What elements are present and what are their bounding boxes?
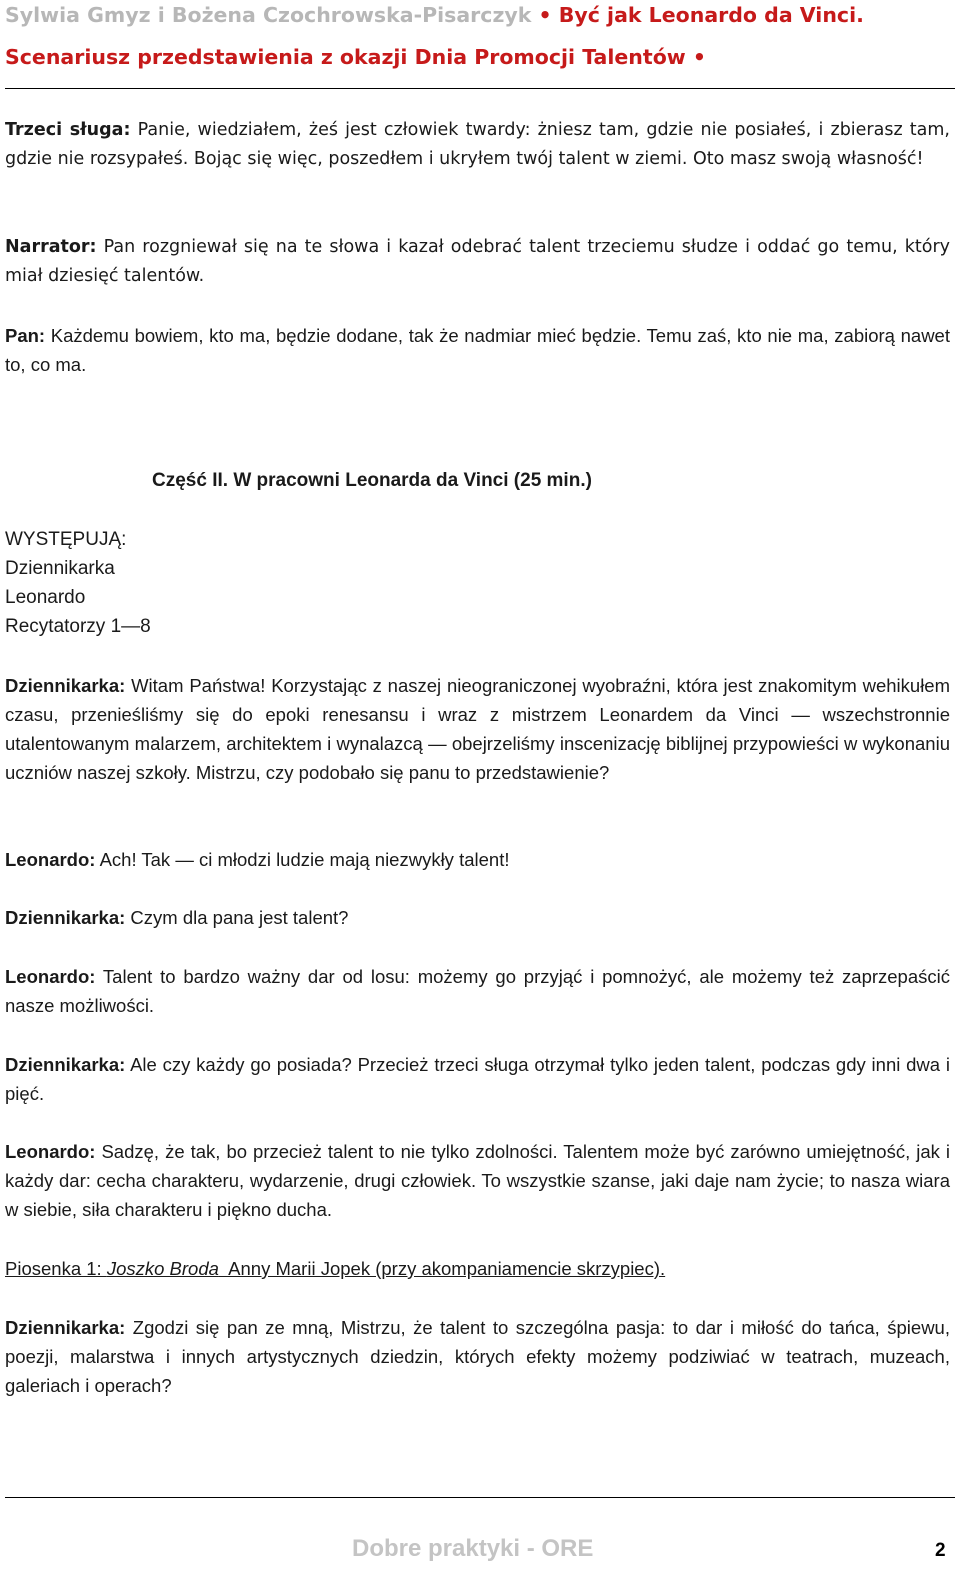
dialogue-text: Pan rozgniewał się na te słowa i kazał odebrać talent trzeciemu słudze i oddać go temu, który miał dziesięć talentów. — [5, 237, 950, 286]
dialogue-text: Ach! Tak — ci młodzi ludzie mają niezwykły talent! — [95, 849, 510, 870]
song-title: Joszko Broda — [106, 1258, 219, 1279]
cast-heading: WYSTĘPUJĄ: — [5, 529, 127, 550]
section-title: Część II. W pracowni Leonarda da Vinci (25 min.) — [152, 470, 592, 491]
speaker-label: Leonardo: — [5, 1141, 96, 1162]
dialogue-text: Czym dla pana jest talent? — [125, 907, 349, 928]
speaker-label: Dziennikarka: — [5, 1317, 126, 1338]
dialogue-line-dziennikarka-1 — [5, 671, 950, 787]
dialogue-text: Zgodzi się pan ze mną, Mistrzu, że talent to szczególna pasja: to dar i miłość do tańca, śpiewu, poezji, malarstwa i innych artystycznych dziedzin, których efekty możemy podziwiać w teatrach, muzeach, galeriach i operach? — [5, 1317, 950, 1396]
speaker-label: Trzeci sługa: — [5, 120, 131, 140]
speaker-label: Dziennikarka: — [5, 675, 126, 696]
dialogue-line-dziennikarka-4 — [5, 1313, 950, 1400]
speaker-label: Leonardo: — [5, 966, 96, 987]
song-suffix: Anny Marii Jopek (przy akompaniamencie skrzypiec). — [218, 1258, 666, 1279]
header-bullet: • — [538, 3, 552, 27]
speaker-label: Dziennikarka: — [5, 907, 126, 928]
header-authors: Sylwia Gmyz i Bożena Czochrowska-Pisarczyk — [5, 3, 532, 27]
speaker-label: Leonardo: — [5, 849, 96, 870]
dialogue-text: Każdemu bowiem, kto ma, będzie dodane, tak że nadmiar mieć będzie. Temu zaś, kto nie ma, zabiorą nawet to, co ma. — [5, 325, 950, 375]
header-line-2 — [5, 42, 706, 72]
page-number: 2 — [935, 1540, 946, 1561]
cast-member: Leonardo — [5, 587, 86, 608]
song-prefix: Piosenka 1: — [5, 1258, 107, 1279]
song-line — [5, 1254, 950, 1283]
dialogue-line-leonardo-1 — [5, 845, 950, 874]
dialogue-text: Talent to bardzo ważny dar od losu: możemy go przyjąć i pomnożyć, ale możemy też zaprzepaścić nasze możliwości. — [5, 966, 950, 1016]
dialogue-line-narrator — [5, 233, 950, 291]
speaker-label: Dziennikarka: — [5, 1054, 126, 1075]
header-line-1 — [5, 0, 864, 30]
footer-text: Dobre praktyki - ORE — [352, 1535, 594, 1562]
dialogue-text: Panie, wiedziałem, żeś jest człowiek twardy: żniesz tam, gdzie nie posiałeś, i zbierasz tam, gdzie nie rozsypałeś. Bojąc się więc, poszedłem i ukryłem twój talent w ziemi. Oto masz swoją własność! — [5, 120, 950, 169]
dialogue-line-dziennikarka-2 — [5, 903, 950, 932]
cast-member: Dziennikarka — [5, 558, 115, 579]
dialogue-line-dziennikarka-3 — [5, 1050, 950, 1108]
header-title: Być jak Leonardo da Vinci. — [558, 3, 864, 27]
dialogue-line-leonardo-3 — [5, 1137, 950, 1224]
dialogue-line-trzeci-sluga — [5, 116, 950, 174]
dialogue-text: Ale czy każdy go posiada? Przecież trzeci sługa otrzymał tylko jeden talent, podczas gdy inni dwa i pięć. — [5, 1054, 950, 1104]
dialogue-text: Sadzę, że tak, bo przecież talent to nie tylko zdolności. Talentem może być zarówno umiejętność, jak i każdy dar: cecha charakteru, wydarzenie, drugi człowiek. To wszystkie szanse, jaki daje nam życie; to nasza wiara w siebie, siła charakteru i piękno ducha. — [5, 1141, 950, 1220]
speaker-label: Narrator: — [5, 237, 97, 257]
dialogue-line-leonardo-2 — [5, 962, 950, 1020]
cast-member: Recytatorzy 1—8 — [5, 616, 151, 637]
dialogue-text: Witam Państwa! Korzystając z naszej nieograniczonej wyobraźni, która jest znakomitym wehikułem czasu, przenieśliśmy się do epoki renesansu i wraz z mistrzem Leonardem da Vinci — wszechstronnie utalentowanym malarzem, architektem i wynalazcą — obejrzeliśmy inscenizację biblijnej przypowieści w wykonaniu uczniów naszej szkoły. Mistrzu, czy podobało się panu to przedstawienie? — [5, 675, 950, 783]
header-divider — [5, 88, 955, 89]
dialogue-line-pan — [5, 321, 950, 379]
header-subtitle: Scenariusz przedstawienia z okazji Dnia Promocji Talentów — [5, 45, 686, 69]
speaker-label: Pan: — [5, 325, 46, 346]
footer-divider — [5, 1497, 955, 1498]
cast-list — [5, 525, 151, 641]
header-bullet-2: • — [692, 45, 706, 69]
